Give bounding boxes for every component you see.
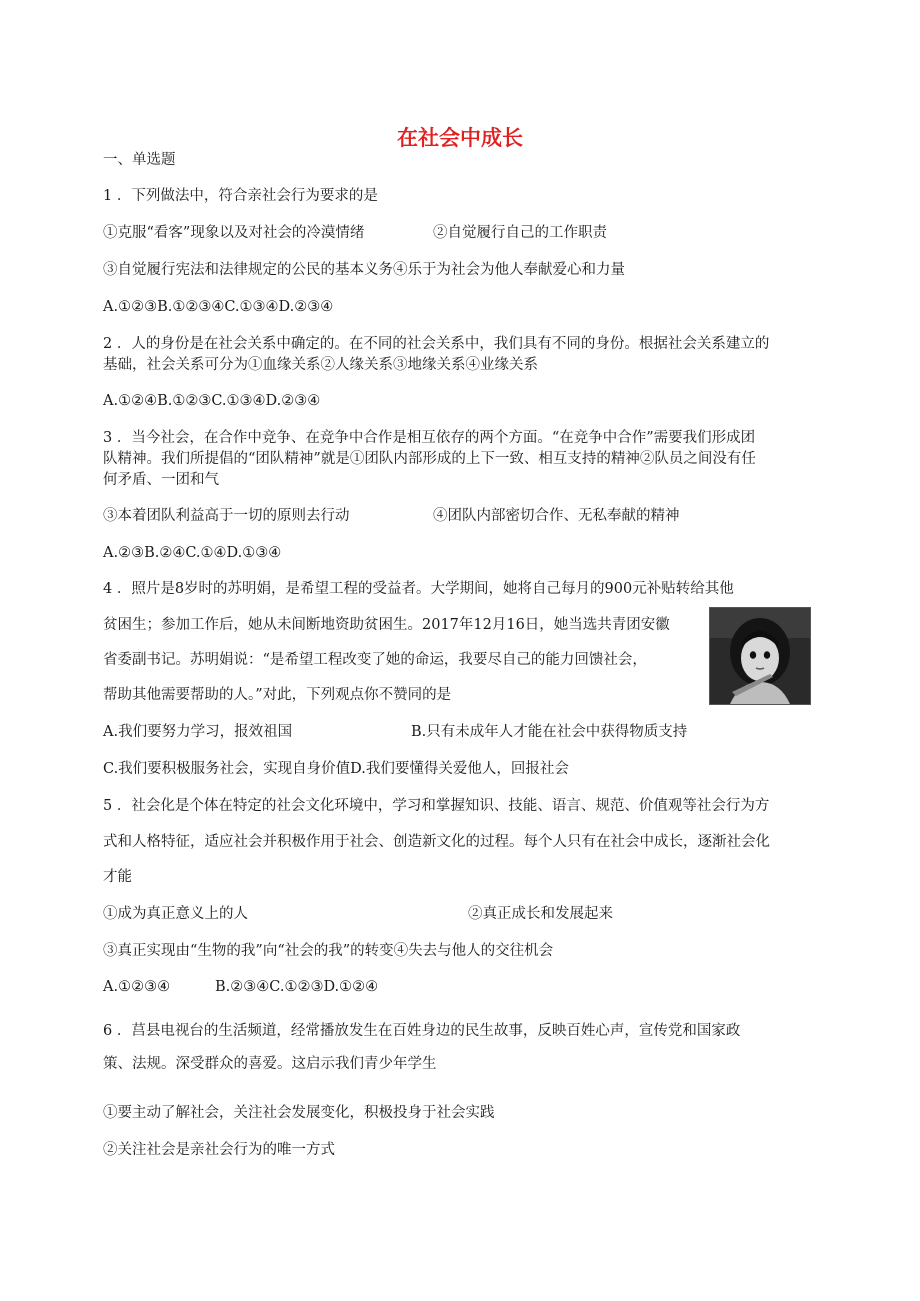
q4-option-b: B.只有未成年人才能在社会中获得物质支持 xyxy=(411,724,688,740)
q5-answers-b-c-d: B.②③④C.①②③D.①②④ xyxy=(215,979,379,995)
q4-stem-line4: 帮助其他需要帮助的人。”对此，下列观点你不赞同的是 xyxy=(103,687,452,703)
q3-option-4: ④团队内部密切合作、无私奉献的精神 xyxy=(433,508,680,524)
q6-stem-line2: 策、法规。深受群众的喜爱。这启示我们青少年学生 xyxy=(103,1056,437,1072)
q5-option-3-4: ③真正实现由“生物的我”向“社会的我”的转变④失去与他人的交往机会 xyxy=(103,943,554,959)
q5-option-1: ①成为真正意义上的人 xyxy=(103,906,248,922)
portrait-image xyxy=(710,608,810,704)
q5-option-2: ②真正成长和发展起来 xyxy=(468,906,613,922)
section-heading: 一、单选题 xyxy=(103,152,176,168)
q5-stem-line3: 才能 xyxy=(103,869,132,885)
q4-option-c-d: C.我们要积极服务社会，实现自身价值D.我们要懂得关爱他人，回报社会 xyxy=(103,761,569,777)
q4-option-a: A.我们要努力学习，报效祖国 xyxy=(103,724,293,740)
q5-stem-line1: 5 ．社会化是个体在特定的社会文化环境中，学习和掌握知识、技能、语言、规范、价值观等社会行为方 xyxy=(103,798,770,814)
q6-option-2: ②关注社会是亲社会行为的唯一方式 xyxy=(103,1142,335,1158)
q1-answers: A.①②③B.①②③④C.①③④D.②③④ xyxy=(103,299,334,315)
portrait-photo xyxy=(709,607,811,705)
q4-stem-line3: 省委副书记。苏明娟说：“是希望工程改变了她的命运，我要尽自己的能力回馈社会， xyxy=(103,652,647,668)
q3-stem-line1: 3 ．当今社会，在合作中竞争、在竞争中合作是相互依存的两个方面。“在竞争中合作”需要我们形成团 xyxy=(103,430,756,446)
q4-stem-line2: 贫困生；参加工作后，她从未间断地资助贫困生。2017年12月16日，她当选共青团安徽 xyxy=(103,617,670,633)
q3-stem-line3: 何矛盾、一团和气 xyxy=(103,472,219,488)
q4-stem-line1: 4 ．照片是8岁时的苏明娟，是希望工程的受益者。大学期间，她将自己每月的900元补贴转给其他 xyxy=(103,581,734,597)
q1-option-1: ①克服“看客”现象以及对社会的冷漠情绪 xyxy=(103,225,365,241)
q5-stem-line2: 式和人格特征，适应社会并积极作用于社会、创造新文化的过程。每个人只有在社会中成长，逐渐社会化 xyxy=(103,834,770,850)
q2-stem-line2: 基础，社会关系可分为①血缘关系②人缘关系③地缘关系④业缘关系 xyxy=(103,357,538,373)
q5-answer-a: A.①②③④ xyxy=(103,979,171,995)
q3-answers: A.②③B.②④C.①④D.①③④ xyxy=(103,545,282,561)
q1-option-3-4: ③自觉履行宪法和法律规定的公民的基本义务④乐于为社会为他人奉献爱心和力量 xyxy=(103,262,625,278)
q2-answers: A.①②④B.①②③C.①③④D.②③④ xyxy=(103,393,321,409)
q1-option-2: ②自觉履行自己的工作职责 xyxy=(433,225,607,241)
q1-stem: 1 ．下列做法中，符合亲社会行为要求的是 xyxy=(103,188,378,204)
q2-stem-line1: 2 ．人的身份是在社会关系中确定的。在不同的社会关系中，我们具有不同的身份。根据社会关系建立的 xyxy=(103,336,770,352)
q6-option-1: ①要主动了解社会，关注社会发展变化，积极投身于社会实践 xyxy=(103,1105,495,1121)
page-title: 在社会中成长 xyxy=(397,125,523,150)
q6-stem-line1: 6 ．莒县电视台的生活频道，经常播放发生在百姓身边的民生故事，反映百姓心声，宣传党和国家政 xyxy=(103,1023,741,1039)
q3-option-3: ③本着团队利益高于一切的原则去行动 xyxy=(103,508,350,524)
q3-stem-line2: 队精神。我们所提倡的“团队精神”就是①团队内部形成的上下一致、相互支持的精神②队员之间没有任 xyxy=(103,451,756,467)
